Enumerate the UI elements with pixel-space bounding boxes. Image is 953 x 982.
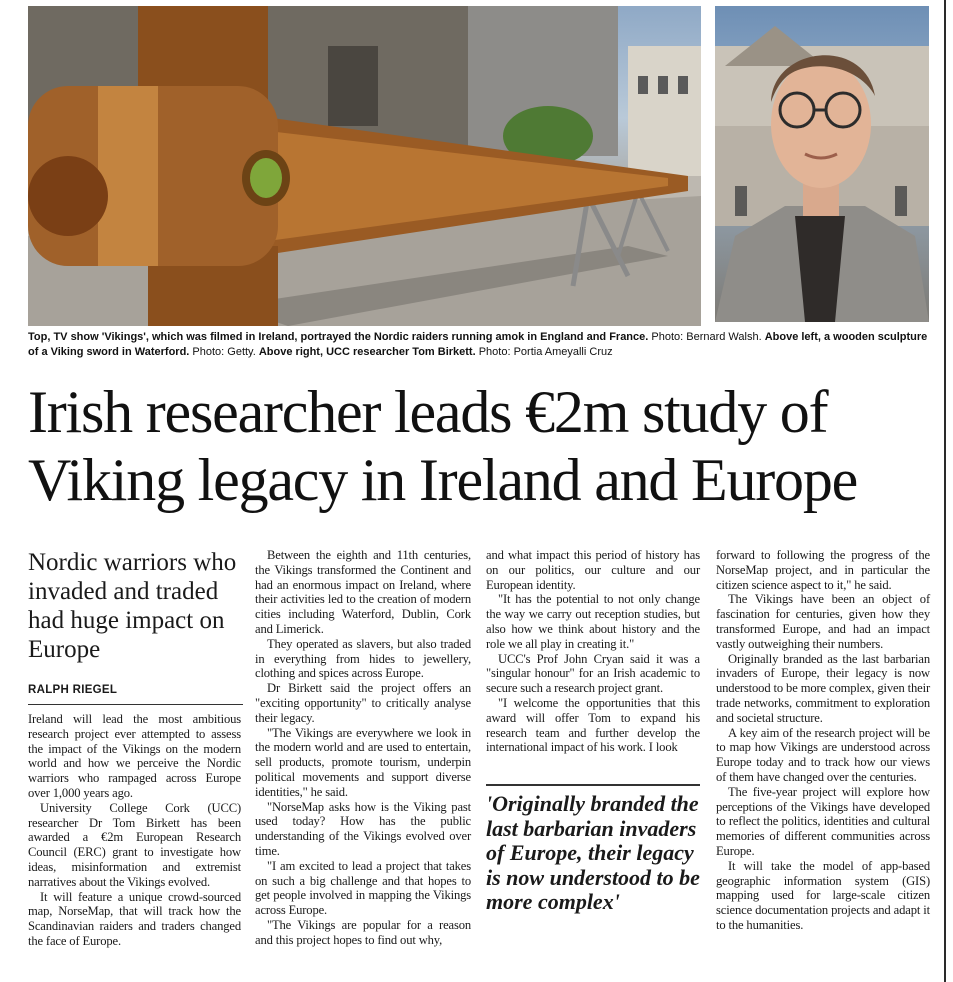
author-byline: RALPH RIEGEL — [28, 684, 243, 705]
paragraph: "I welcome the opportunities that this award will offer Tom to expand his research team and further develop the international impact of his work. I look — [486, 695, 700, 755]
caption-part3: Above right, UCC researcher Tom Birkett. — [258, 346, 476, 358]
caption-credit3: Photo: Portia Ameyalli Cruz — [475, 346, 613, 358]
paragraph: Originally branded as the last barbarian invaders of Europe, their legacy is now understood to be more complex, given their trade networks, commitment to exploration and societal structure. — [716, 651, 930, 725]
caption-part1: Top, TV show 'Vikings', which was filmed in Ireland, portrayed the Nordic raiders running amok in England and France. — [28, 331, 649, 343]
article-column-1 — [28, 712, 241, 949]
pull-quote: 'Originally branded the last barbarian invaders of Europe, their legacy is now understood to be more complex' — [486, 791, 700, 914]
article-standfirst: Nordic warriors who invaded and traded had huge impact on Europe — [28, 549, 237, 663]
article-headline: Irish researcher leads €2m study of Viking legacy in Ireland and Europe — [28, 379, 858, 513]
paragraph: "It has the potential to not only change the way we carry out reception studies, but also how we think about history and the role we all play in creating it." — [486, 592, 700, 651]
caption-credit2: Photo: Getty. — [189, 346, 259, 358]
paragraph: Dr Birkett said the project offers an "exciting opportunity" to critically analyse their legacy. — [255, 681, 471, 725]
column-divider-rule — [944, 0, 946, 982]
paragraph: forward to following the progress of the NorseMap project, and in particular the citizen science aspect to it," he said. — [716, 548, 930, 592]
paragraph: University College Cork (UCC) researcher Dr Tom Birkett has been awarded a €2m European Research Council (ERC) grant to investigate how ideas, misinformation and extremist narratives about the Vikings evolved. — [28, 800, 241, 889]
paragraph: and what impact this period of history has on our politics, our culture and our European identity. — [486, 548, 700, 592]
paragraph: A key aim of the research project will be to map how Vikings are understood across Europe today and to track how our views of them have changed over the centuries. — [716, 725, 930, 784]
paragraph: The five-year project will explore how perceptions of the Vikings have developed to reflect the politics, identities and cultural memories of different communities across Europe. — [716, 784, 930, 858]
pullquote-rule — [486, 784, 700, 786]
paragraph: It will feature a unique crowd-sourced map, NorseMap, that will track how the Scandinavian raiders and traders changed the face of Europe. — [28, 889, 241, 948]
tom-birkett-portrait-photo — [715, 6, 929, 322]
paragraph: Ireland will lead the most ambitious research project ever attempted to assess the impact of the Vikings on the modern world and how we perceive the Nordic warriors who rampaged across Europe over 1,000 years ago. — [28, 712, 241, 800]
paragraph: The Vikings have been an object of fascination for centuries, given how they transformed Europe, and had an impact vastly outweighing their numbers. — [716, 592, 930, 651]
photo-caption — [28, 330, 933, 360]
article-column-2 — [255, 548, 471, 948]
paragraph: UCC's Prof John Cryan said it was a "singular honour" for an Irish academic to secure such a research project grant. — [486, 651, 700, 696]
paragraph: It will take the model of app-based geographic information system (GIS) mapping used for large-scale citizen science documentation projects and adapt it to the humanities. — [716, 858, 930, 932]
paragraph: "The Vikings are popular for a reason and this project hopes to find out why, — [255, 917, 471, 947]
paragraph: "The Vikings are everywhere we look in the modern world and are used to entertain, sell products, promote tourism, underpin political movements and support diverse identities," he said. — [255, 725, 471, 799]
viking-sword-sculpture-photo — [28, 6, 701, 326]
article-column-4 — [716, 548, 930, 933]
paragraph: They operated as slavers, but also traded in everything from hides to jewellery, clothing and spices across Europe. — [255, 636, 471, 681]
paragraph: Between the eighth and 11th centuries, the Vikings transformed the Continent and had an enormous impact on Ireland, where their activities led to the creation of modern cities including Waterford, Dublin, Cork and Limerick. — [255, 548, 471, 636]
paragraph: "I am excited to lead a project that takes on such a big challenge and that hopes to get people involved in mapping the Vikings across Europe. — [255, 858, 471, 918]
paragraph: "NorseMap asks how is the Viking past used today? How has the public understanding of the Vikings evolved over time. — [255, 799, 471, 858]
article-column-3 — [486, 548, 700, 755]
caption-credit1: Photo: Bernard Walsh. — [648, 331, 765, 343]
caption-part2: Above left, a wooden sculpture of a Viking sword in Waterford. — [28, 331, 928, 358]
